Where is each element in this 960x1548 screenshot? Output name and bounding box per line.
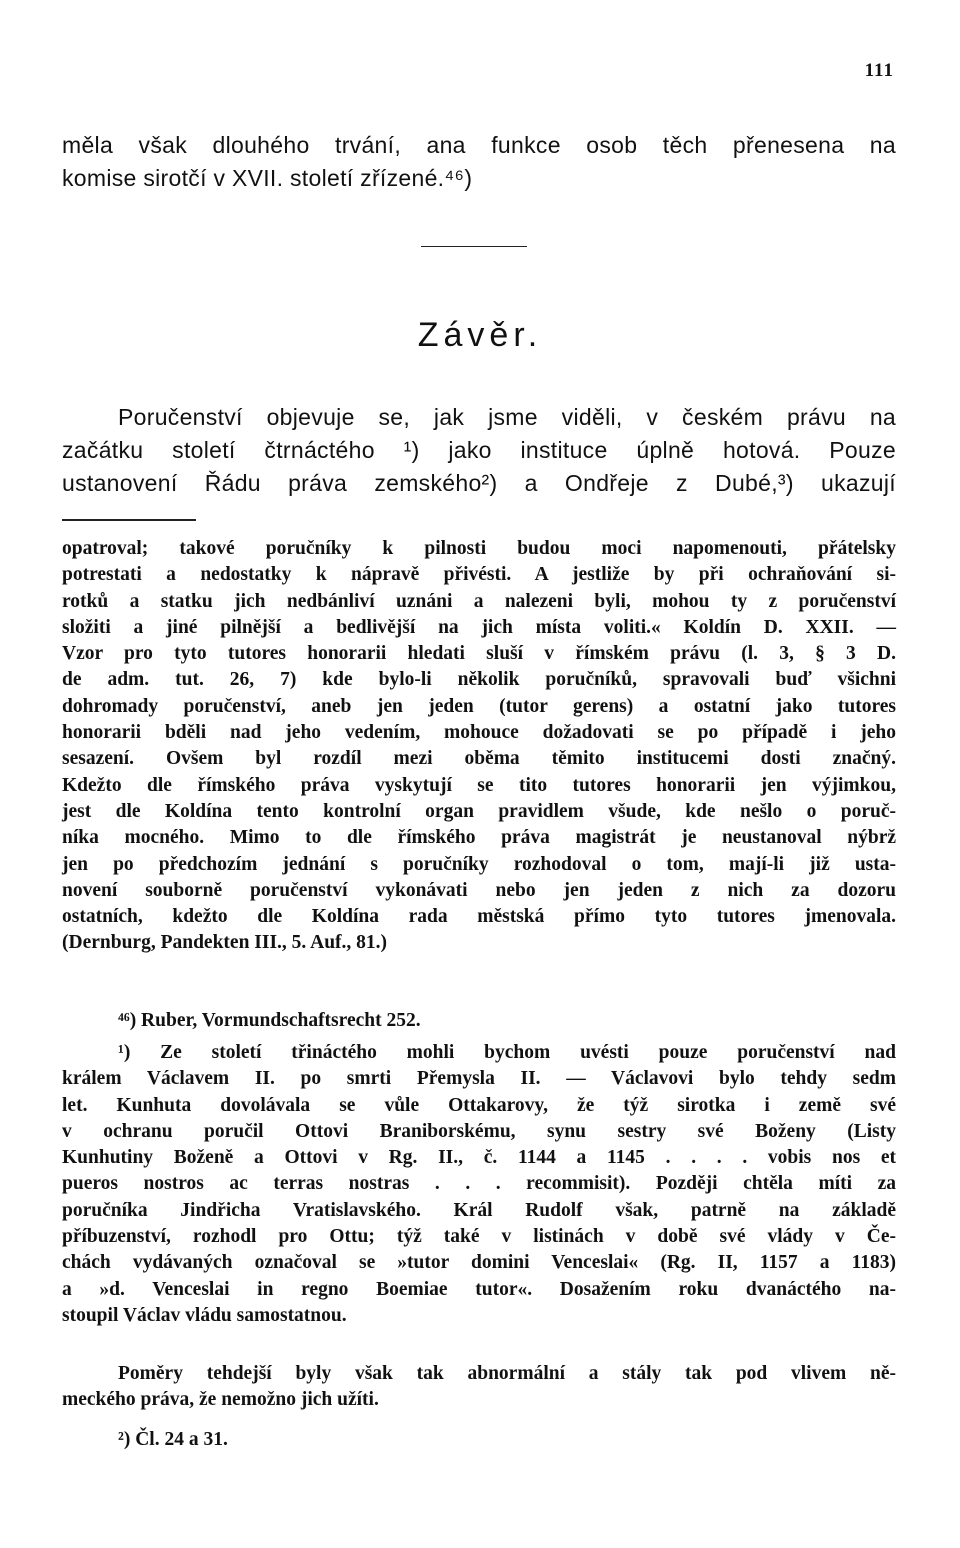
footnote-1 [62,1040,896,1329]
footnote-line: potrestati a nedostatky k nápravě přivésti. A jestliže by při ochraňování si- [62,564,896,586]
main-paragraph [62,401,896,500]
footnote-line: jest dle Koldína tento kontrolní organ pravidlem všude, kde nešlo o poruč- [62,800,896,822]
footnote-line: Kdežto dle římského práva vyskytují se tito tutores honorarii jen výjimkou, [62,774,896,796]
footnote-1-paragraph-2 [62,1361,896,1414]
footnote-line: dohromady poručenství, aneb jen jeden (tutor gerens) a ostatní jako tutores [62,695,896,717]
text-line: měla však dlouhého trvání, ana funkce osob těch přenesena na [62,132,896,158]
section-divider [421,246,527,247]
text-line: komise sirotčí v XVII. století zřízené.⁴⁶) [62,165,473,191]
footnote-line: novení souborně poručenství vykonávati nebo jen jeden z nich za dozoru [62,879,896,901]
footnote-line: v ochranu poručil Ottovi Braniborskému, synu sestry své Boženy (Listy [62,1120,896,1142]
footnote-line: příbuzenství, rozhodl pro Ottu; týž také v listinách v době své vlády v Če- [62,1226,896,1248]
top-paragraph [62,129,896,195]
footnote-line: poručníka Jindřicha Vratislavského. Král Rudolf však, patrně na základě [62,1199,896,1221]
footnote-line: složiti a jiné pilnější a bedlivější na jich místa voliti.« Koldín D. XXII. — [62,616,896,638]
footnote-line: honorarii bděli nad jeho vedením, mohouce dožadovati se po případě i jeho [62,722,896,744]
footnote-line: let. Kunhuta dovolávala se vůle Ottakarovy, že týž sirotka i země své [62,1094,896,1116]
footnote-continuation [62,536,896,957]
footnote-line: stoupil Václav vládu samostatnou. [62,1304,347,1326]
footnote-line: de adm. tut. 26, 7) kde bylo-li několik poručníků, spravovali buď všichni [62,669,896,691]
footnote-line: ostatních, kdežto dle Koldína rada městská přímo tyto tutores jmenovala. [62,906,896,928]
footnote-line: chách vydávaných označoval se »tutor domini Venceslai« (Rg. II, 1157 a 1183) [62,1252,896,1274]
footnote-line: Kunhutiny Boženě a Ottovi v Rg. II., č. 1144 a 1145 . . . . vobis nos et [62,1147,896,1169]
footnote-line: a »d. Venceslai in regno Boemiae tutor«. Dosažením roku dvanáctého na- [62,1278,896,1300]
footnote-line: opatroval; takové poručníky k pilnosti budou moci napomenouti, přátelsky [62,538,896,559]
text-line: ustanovení Řádu práva zemského²) a Ondřeje z Dubé,³) ukazují [62,470,896,496]
footnote-line: ⁴⁶) Ruber, Vormundschaftsrecht 252. [118,1010,421,1031]
footnote-line: králem Václavem II. po smrti Přemysla II. — Václavovi bylo tehdy sedm [62,1068,896,1090]
footnote-line: ²) Čl. 24 a 31. [118,1429,228,1450]
section-heading: Závěr. [417,316,543,354]
text-line: Poručenství objevuje se, jak jsme viděli, v českém právu na [118,404,896,430]
page-number: 111 [864,60,894,81]
footnote-line: Poměry tehdejší byly však tak abnormální a stály tak pod vlivem ně- [118,1363,896,1384]
footnote-line: níka mocného. Mimo to dle římského práva magistrát je neustanoval nýbrž [62,827,896,849]
footnote-2 [62,1427,896,1453]
text-line: začátku století čtrnáctého ¹) jako instituce úplně hotová. Pouze [62,437,896,463]
footnote-46 [62,1008,896,1034]
footnote-line: rotků a statku jich nedbánliví uznáni a nalezeni byli, mohou ty z poručenství [62,590,896,612]
footnote-line: ¹) Ze století třináctého mohli bychom uvésti pouze poručenství nad [118,1042,896,1063]
footnote-rule [62,519,196,521]
footnote-line: meckého práva, že nemožno jich užíti. [62,1389,379,1411]
footnote-line: Vzor pro tyto tutores honorarii hledati sluší v římském právu (l. 3, § 3 D. [62,643,896,665]
footnote-line: jen po předchozím jednání s poručníky rozhodoval o tom, mají-li již usta- [62,853,896,875]
footnote-line: sesazení. Ovšem byl rozdíl mezi oběma těmito institucemi dosti značný. [62,748,896,770]
footnote-line: pueros nostros ac terras nostras . . . recommisit). Později chtěla míti za [62,1173,896,1195]
footnote-line: (Dernburg, Pandekten III., 5. Auf., 81.) [62,932,388,954]
